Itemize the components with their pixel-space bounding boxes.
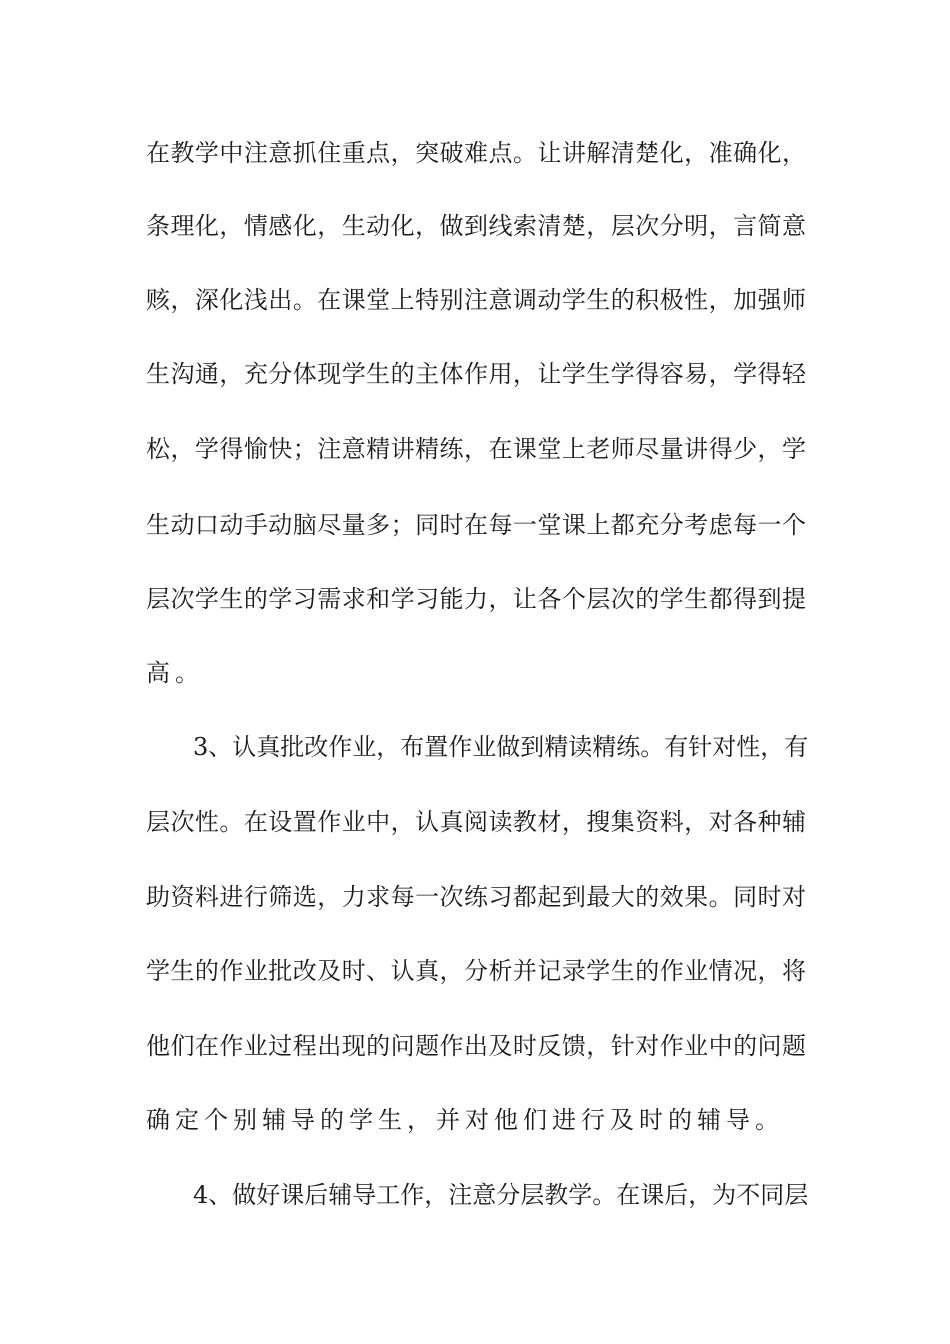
paragraph-first-line: 4、做好课后辅导工作，注意分层教学。在课后，为不同层 bbox=[193, 1181, 809, 1209]
paragraph-line: 松，学得愉快；注意精讲精练，在课堂上老师尽量讲得少，学 bbox=[146, 435, 806, 463]
paragraph-line: 助资料进行筛选，力求每一次练习都起到最大的效果。同时对 bbox=[146, 883, 806, 911]
paragraph-line: 高。 bbox=[146, 659, 204, 687]
paragraph-line: 确定个别辅导的学生，并对他们进行及时的辅导。 bbox=[146, 1106, 784, 1134]
paragraph-line: 赅，深化浅出。在课堂上特别注意调动学生的积极性，加强师 bbox=[146, 286, 806, 314]
paragraph-line: 层次性。在设置作业中，认真阅读教材，搜集资料，对各种辅 bbox=[146, 808, 806, 836]
paragraph-first-line: 3、认真批改作业，布置作业做到精读精练。有针对性，有 bbox=[193, 733, 809, 761]
paragraph-line: 生沟通，充分体现学生的主体作用，让学生学得容易，学得轻 bbox=[146, 360, 806, 388]
paragraph-line: 生动口动手动脑尽量多；同时在每一堂课上都充分考虑每一个 bbox=[146, 511, 806, 539]
paragraph-line: 他们在作业过程出现的问题作出及时反馈，针对作业中的问题 bbox=[146, 1032, 806, 1060]
paragraph-line: 学生的作业批改及时、认真，分析并记录学生的作业情况，将 bbox=[146, 957, 806, 985]
paragraph-line: 条理化，情感化，生动化，做到线索清楚，层次分明，言简意 bbox=[146, 212, 806, 240]
paragraph-line: 在教学中注意抓住重点，突破难点。让讲解清楚化，准确化， bbox=[146, 139, 806, 167]
paragraph-line: 层次学生的学习需求和学习能力，让各个层次的学生都得到提 bbox=[146, 585, 806, 613]
